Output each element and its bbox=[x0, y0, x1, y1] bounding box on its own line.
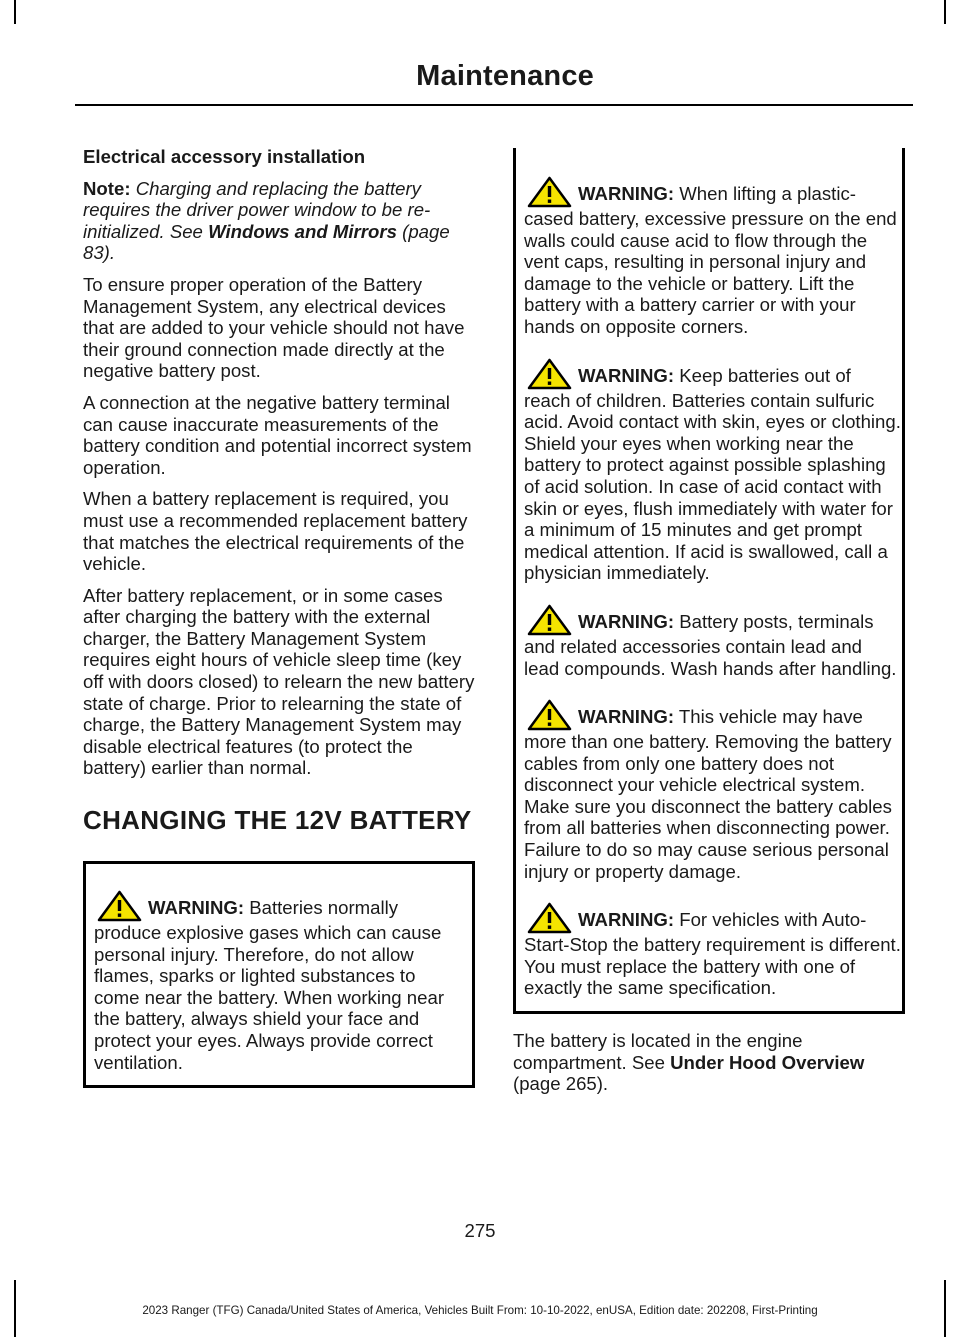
warning-triangle-icon bbox=[527, 176, 572, 208]
footer-text: 2023 Ranger (TFG) Canada/United States of America, Vehicles Built From: 10-10-2022, enUSA, Edition date: 202208, First-Printing bbox=[142, 1304, 818, 1317]
page-number: 275 bbox=[464, 1220, 496, 1241]
warning-triangle-icon bbox=[527, 699, 572, 731]
body-paragraph: After battery replacement, or in some cases after charging the battery with the external charger, the Battery Management System requires eight hours of vehicle sleep time (key off with doors closed) to relearn the new battery state of charge. Prior to relearning the state of charge, the Battery Management System may disable electrical features (to protect the battery) earlier than normal. bbox=[83, 584, 475, 779]
warning-text: Battery posts, terminals and related accessories contain lead and lead compounds. Wash hands after handling. bbox=[524, 610, 897, 679]
body-paragraph: A connection at the negative battery terminal can cause inaccurate measurements of the battery condition and potential incorrect system operation. bbox=[83, 391, 472, 478]
right-column bbox=[513, 148, 905, 1105]
warning-label: WARNING: bbox=[148, 897, 245, 919]
crop-mark-top-right bbox=[944, 0, 946, 24]
warning-item bbox=[94, 890, 464, 1073]
warning-box bbox=[513, 148, 905, 1014]
left-column bbox=[83, 146, 475, 1088]
warning-text: Keep batteries out of reach of children. Batteries contain sulfuric acid. Avoid contact with skin, eyes or clothing. Shield your eyes when working near the battery to protect against possible splashing of acid solution. In case of acid contact with skin or eyes, flush immediately with water for a minimum of 15 minutes and get prompt medical attention. If acid is swallowed, call a physician immediately. bbox=[524, 364, 901, 584]
warning-triangle-icon bbox=[97, 890, 142, 922]
warning-text: Batteries normally produce explosive gases which can cause personal injury. Therefore, do not allow flames, sparks or lighted substances to come near the battery. When working near the battery, always shield your face and protect your eyes. Always provide correct ventilation. bbox=[94, 897, 445, 1073]
warning-triangle-icon bbox=[527, 902, 572, 934]
subheading: Electrical accessory installation bbox=[83, 146, 366, 167]
warning-label: WARNING: bbox=[578, 706, 675, 728]
windows-mirrors-link[interactable]: Windows and Mirrors bbox=[208, 220, 397, 242]
closing-page-ref: (page 265). bbox=[513, 1073, 609, 1095]
warning-item bbox=[524, 699, 902, 882]
warning-label: WARNING: bbox=[578, 183, 675, 204]
header-divider bbox=[75, 104, 913, 106]
under-hood-overview-link[interactable]: Under Hood Overview bbox=[670, 1051, 865, 1073]
page-title: Maintenance bbox=[416, 60, 594, 92]
battery-location-paragraph bbox=[513, 1030, 905, 1095]
warning-item bbox=[524, 902, 902, 999]
warning-triangle-icon bbox=[527, 358, 572, 390]
note-page-ref: (page 83). bbox=[83, 220, 450, 264]
warning-item bbox=[524, 358, 902, 584]
crop-mark-top-left bbox=[14, 0, 16, 24]
warning-text: This vehicle may have more than one battery. Removing the battery cables from only one battery does not disconnect your vehicle electrical system. Make sure you disconnect the battery cables from all batteries when disconnecting power. Failure to do so may cause serious personal injury or property damage. bbox=[524, 706, 892, 882]
note-text: Charging and replacing the battery requires the driver power window to be re-initialized. See bbox=[83, 177, 431, 242]
warning-item bbox=[524, 604, 902, 679]
closing-text: The battery is located in the engine compartment. See bbox=[513, 1030, 803, 1073]
warning-text: When lifting a plastic-cased battery, excessive pressure on the end walls could cause acid to flow through the vent caps, resulting in personal injury and damage to the vehicle or battery. Lift the battery with a battery carrier or with your hands on opposite corners. bbox=[524, 183, 897, 337]
warning-box bbox=[83, 861, 475, 1088]
warning-item bbox=[524, 176, 902, 338]
warning-label: WARNING: bbox=[578, 610, 675, 632]
note-label: Note: bbox=[83, 177, 131, 199]
warning-triangle-icon bbox=[527, 604, 572, 636]
note-paragraph bbox=[83, 178, 475, 264]
warning-label: WARNING: bbox=[578, 909, 675, 931]
warning-label: WARNING: bbox=[578, 364, 675, 386]
body-paragraph: To ensure proper operation of the Battery Management System, any electrical devices that are added to your vehicle should not have their ground connection made directly at the negative battery post. bbox=[83, 273, 465, 382]
warning-text: For vehicles with Auto-Start-Stop the battery requirement is different. You must replace the battery with one of exactly the same specification. bbox=[524, 909, 901, 999]
body-paragraph: When a battery replacement is required, you must use a recommended replacement battery that matches the electrical requirements of the vehicle. bbox=[83, 488, 468, 575]
section-heading: CHANGING THE 12V BATTERY bbox=[83, 805, 472, 836]
